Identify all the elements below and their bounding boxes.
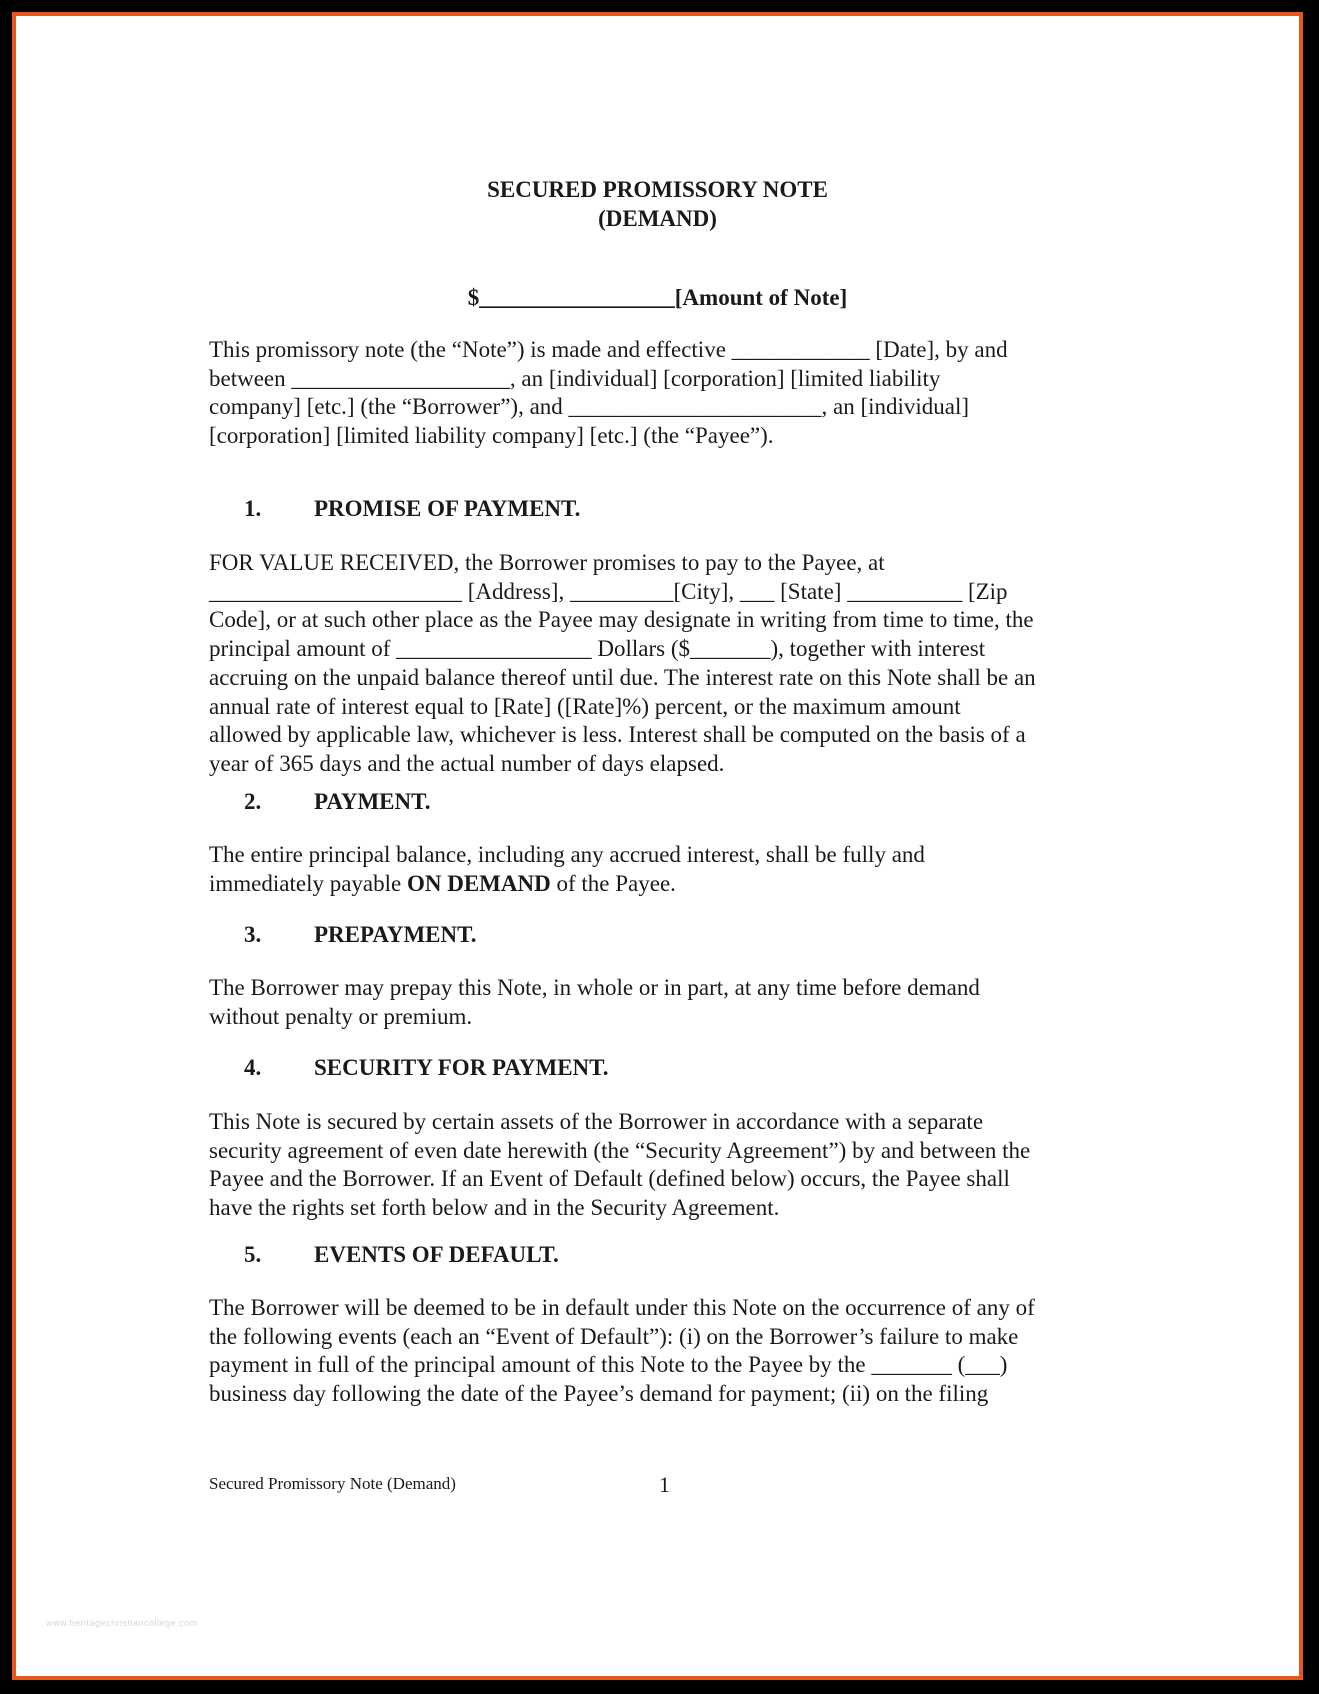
body-line: security agreement of even date herewith (the “Security Agreement”) by and between the xyxy=(209,1137,1031,1163)
body-text: immediately payable xyxy=(209,870,407,896)
body-line: ______________________ [Address], _________[City], ___ [State] __________ [Zip xyxy=(209,578,1008,604)
title-line-2: (DEMAND) xyxy=(598,206,717,231)
section-title: SECURITY FOR PAYMENT. xyxy=(314,1055,609,1080)
section-title: PAYMENT. xyxy=(314,789,431,814)
body-line: allowed by applicable law, whichever is less. Interest shall be computed on the basis of a xyxy=(209,722,1026,748)
title-line-1: SECURED PROMISSORY NOTE xyxy=(487,177,828,202)
body-line: FOR VALUE RECEIVED, the Borrower promises to pay to the Payee, at xyxy=(209,550,885,575)
intro-line: company] [etc.] (the “Borrower”), and ______________________, an [individual] xyxy=(209,394,970,420)
body-line: annual rate of interest equal to [Rate] ([Rate]%) percent, or the maximum amount xyxy=(209,693,961,719)
section-number: 3. xyxy=(244,922,262,947)
body-line: have the rights set forth below and in the Security Agreement. xyxy=(209,1195,780,1221)
section-4-body xyxy=(209,1108,1089,1223)
amount-line xyxy=(16,283,1299,312)
on-demand-emphasis: ON DEMAND xyxy=(406,870,551,896)
section-number: 2. xyxy=(244,789,262,814)
body-line: without penalty or premium. xyxy=(209,1003,473,1029)
body-line: payment in full of the principal amount of this Note to the Payee by the _______ (___) xyxy=(209,1352,1008,1378)
body-line: The Borrower will be deemed to be in default under this Note on the occurrence of any of xyxy=(209,1295,1035,1320)
section-1-body xyxy=(209,549,1089,779)
section-title: PREPAYMENT. xyxy=(314,922,477,947)
intro-line: [corporation] [limited liability company] [etc.] (the “Payee”). xyxy=(209,423,774,449)
body-line: The entire principal balance, including any accrued interest, shall be fully and xyxy=(209,842,925,867)
section-5-body xyxy=(209,1294,1089,1409)
page-number: 1 xyxy=(659,1472,670,1497)
body-line: Payee and the Borrower. If an Event of Default (defined below) occurs, the Payee shall xyxy=(209,1166,1010,1192)
watermark: www.heritagechristiancollege.com xyxy=(46,1618,198,1628)
section-2-body xyxy=(209,841,1089,898)
section-title: PROMISE OF PAYMENT. xyxy=(314,496,581,521)
section-title: EVENTS OF DEFAULT. xyxy=(314,1242,559,1267)
document-page xyxy=(16,16,1299,1676)
amount-text: $_________________[Amount of Note] xyxy=(467,285,848,310)
section-3-body xyxy=(209,974,1089,1031)
page-frame xyxy=(12,12,1303,1680)
body-line: Code], or at such other place as the Payee may designate in writing from time to time, the xyxy=(209,607,1034,633)
body-line: year of 365 days and the actual number of days elapsed. xyxy=(209,750,725,776)
body-line: business day following the date of the Payee’s demand for payment; (ii) on the filing xyxy=(209,1381,989,1407)
section-number: 5. xyxy=(244,1242,262,1267)
intro-line: This promissory note (the “Note”) is made and effective ____________ [Date], by and xyxy=(209,337,1008,362)
section-number: 1. xyxy=(244,496,262,521)
intro-paragraph xyxy=(209,336,1089,451)
section-number: 4. xyxy=(244,1055,262,1080)
body-line: This Note is secured by certain assets of the Borrower in accordance with a separate xyxy=(209,1109,984,1134)
intro-line: between ___________________, an [individual] [corporation] [limited liability xyxy=(209,365,941,391)
body-line: the following events (each an “Event of Default”): (i) on the Borrower’s failure to make xyxy=(209,1323,1019,1349)
body-line: accruing on the unpaid balance thereof until due. The interest rate on this Note shall be an xyxy=(209,664,1036,690)
body-line: The Borrower may prepay this Note, in whole or in part, at any time before demand xyxy=(209,975,980,1000)
body-text: of the Payee. xyxy=(550,870,676,896)
footer-title: Secured Promissory Note (Demand) xyxy=(209,1474,456,1493)
body-line xyxy=(209,870,1089,899)
body-line: principal amount of _________________ Dollars ($_______), together with interest xyxy=(209,636,986,662)
